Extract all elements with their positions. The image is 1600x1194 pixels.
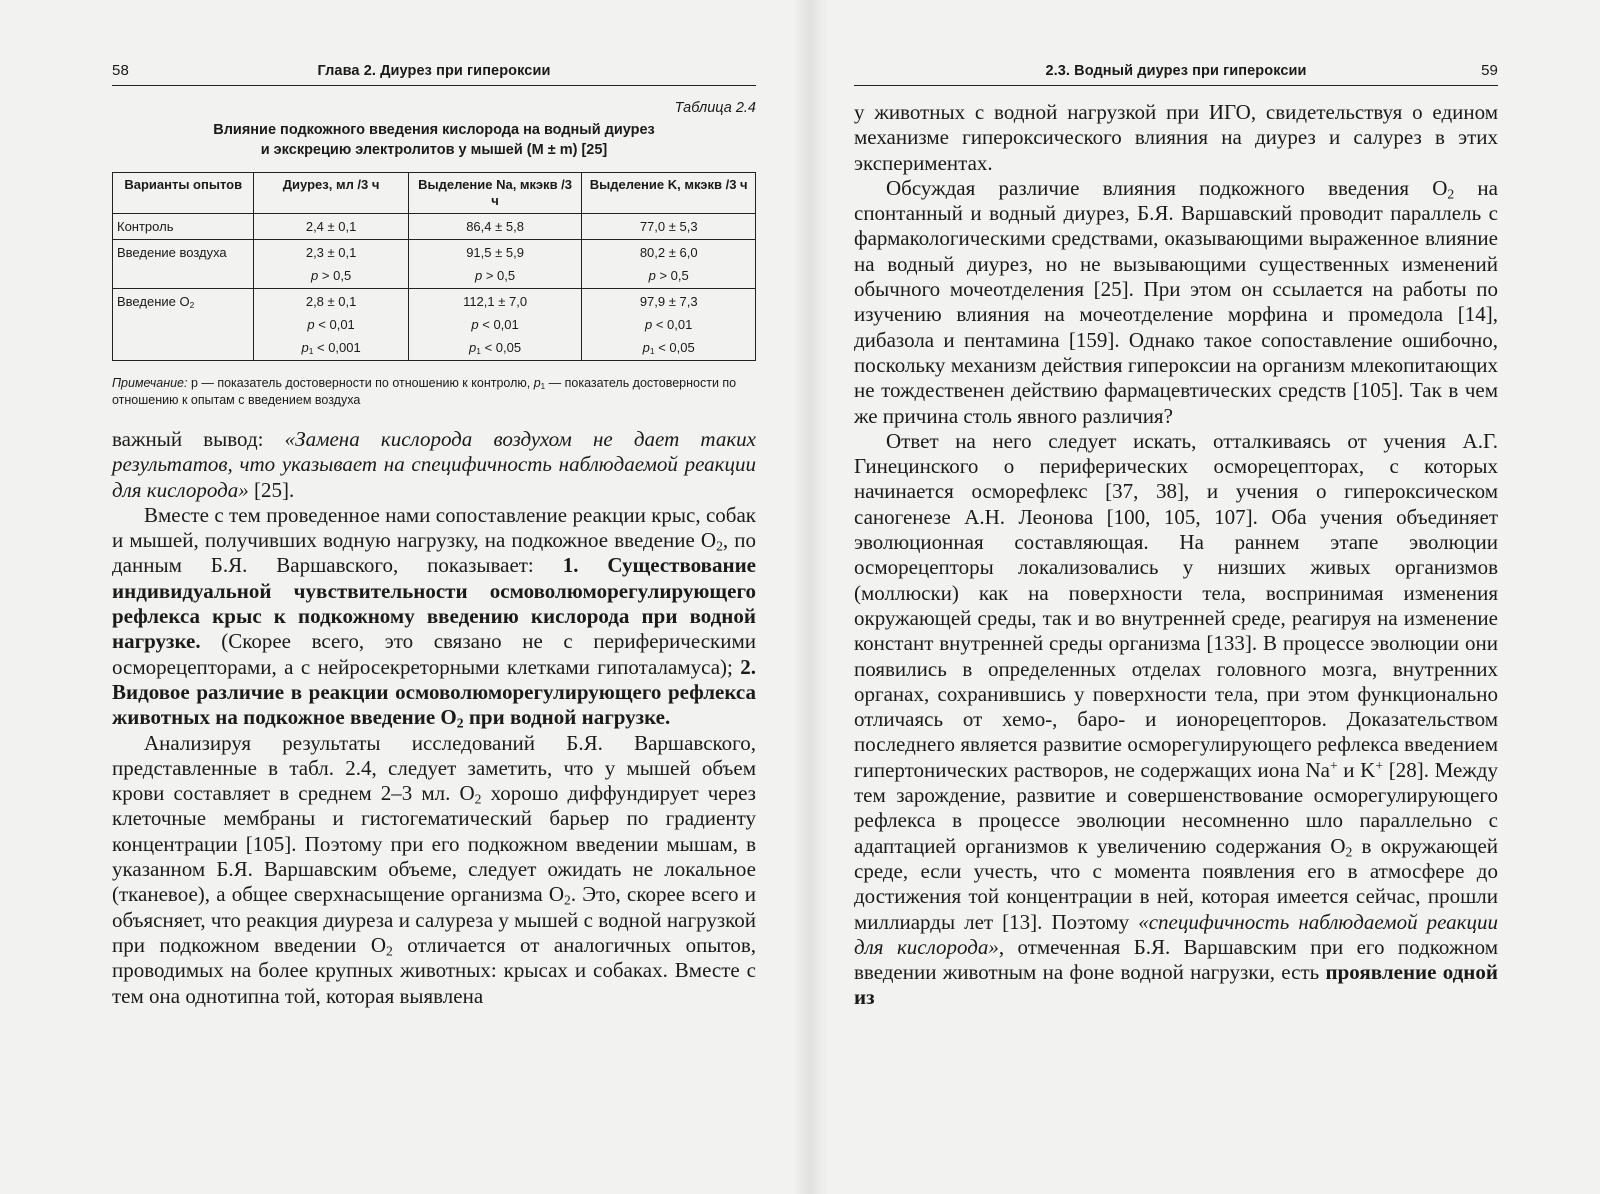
right-body-text xyxy=(854,100,1498,1011)
table-title-line: и экскрецию электролитов у мышей (M ± m) [25] xyxy=(260,142,608,158)
table-cell: 112,1 ± 7,0 p < 0,01 $p_1 < 0,05$ xyxy=(408,289,582,361)
table-row xyxy=(113,240,756,289)
table-cell: 91,5 ± 5,9 p > 0,5 xyxy=(408,240,582,289)
table-header-row xyxy=(113,173,756,214)
left-chapter-title: Глава 2. Диурез при гипероксии xyxy=(317,63,551,79)
table-number: Таблица 2.4 xyxy=(674,100,756,116)
table-cell: 86,4 ± 5,8 xyxy=(408,214,582,240)
left-page xyxy=(112,62,756,1009)
table-cell: 77,0 ± 5,3 xyxy=(582,214,756,240)
right-section-title: 2.3. Водный диурез при гипероксии xyxy=(1045,63,1307,79)
table-note xyxy=(112,375,756,409)
table-caption xyxy=(112,100,756,160)
right-page-number: 59 xyxy=(1481,62,1498,79)
column-header: Диурез, мл /3 ч xyxy=(254,173,408,214)
body-paragraph: у животных с водной нагрузкой при ИГО, свидетельствуя о едином механизме гипероксического влияния на диурез и салурез в этих экспериментах. xyxy=(854,100,1498,175)
book-gutter xyxy=(792,0,828,1194)
body-paragraph: Анализируя результаты исследований Б.Я. Варшавского, представленные в табл. 2.4, следует заметить, что у мышей объем крови составляет в среднем 2–3 мл. $O_2$ хорошо диффундирует через клеточные мембраны и гистогематический барьер по градиенту концентрации [105]. Поэтому при его подкожном введении мышам, в указанном Б.Я. Варшавским объеме, следует ожидать не локальное (тканевое), а общее сверхнасыщение организма $O_2$. Это, скорее всего и объясняет, что реакция диуреза и салуреза у мышей с водной нагрузкой при подкожном введении $O_2$ отличается от аналогичных опытов, проводимых на более крупных животных: крысах и собаках. Вместе с тем она однотипна той, которая выявлена xyxy=(112,730,756,1008)
table-title-line: Влияние подкожного введения кислорода на водный диурез xyxy=(213,122,655,138)
right-page xyxy=(854,62,1498,1011)
body-paragraph: Вместе с тем проведенное нами сопоставление реакции крыс, собак и мышей, получивших водную нагрузку, на подкожное введение $O_2$, по данным Б.Я. Варшавского, показывает: 1. Существование индивидуальной чувствительности осмоволюморегулирующего рефлекса крыс к подкожному введению кислорода при водной нагрузке. (Скорее всего, это связано не с периферическими осморецепторами, а с нейросекреторными клетками гипоталамуса); 2. Видовое различие в реакции осмоволюморегулирующего рефлекса животных на подкожное введение $O_2$ при водной нагрузке. xyxy=(112,502,756,731)
table-cell: 2,3 ± 0,1 p > 0,5 xyxy=(254,240,408,289)
data-table xyxy=(112,172,756,361)
column-header: Варианты опытов xyxy=(113,173,254,214)
table-row xyxy=(113,214,756,240)
left-page-number: 58 xyxy=(112,62,129,79)
table-cell: 2,8 ± 0,1 p < 0,01 $p_1 < 0,001$ xyxy=(254,289,408,361)
body-paragraph: Обсуждая различие влияния подкожного введения $O_2$ на спонтанный и водный диурез, Б.Я. Варшавский проводит параллель с фармакологическими средствами, оказывающими выраженное влияние на водный диурез, но не вызывающими существенных изменений обычного мочеотделения [25]. При этом он ссылается на работы по изучению влияния на мочеотделение морфина и промедола [14], дибазола и пентамина [159]. Однако такое сопоставление ошибочно, поскольку механизм действия гипероксии на организм млекопитающих не тождественен действию фармацевтических средств [105]. Так в чем же причина столь явного различия? xyxy=(854,175,1498,428)
table-cell: 97,9 ± 7,3 p < 0,01 $p_1 < 0,05$ xyxy=(582,289,756,361)
table-row xyxy=(113,289,756,361)
row-label: Контроль xyxy=(113,214,254,240)
row-label: Введение $O_2$ xyxy=(113,289,254,361)
table-cell: 80,2 ± 6,0 p > 0,5 xyxy=(582,240,756,289)
body-paragraph: Ответ на него следует искать, отталкиваясь от учения А.Г. Гинецинского о периферических осморецепторах, с которых начинается осморефлекс [37, 38], и учения о гипероксическом саногенезе А.Н. Леонова [100, 105, 107]. Оба учения объединяет эволюционная составляющая. На раннем этапе эволюции осморецепторы локализовались у низших живых организмов (моллюски) как на поверхности тела, воспринимая изменения окружающей среды, так и во внутренней среде, реагируя на изменение констант внутренней среды организма [133]. В процессе эволюции они появились в определенных отделах головного мозга, внутренних органах, сохранившись у поверхности тела, при этом функционально отличаясь от хемо-, баро- и ионорецепторов. Доказательством последнего является развитие осморегулирующего рефлекса введением гипертонических растворов, не содержащих иона Na+ и K+ [28]. Между тем зарождение, развитие и совершенствование осморегулирующего рефлекса в процессе эволюции несомненно шло параллельно с адаптацией организмов к увеличению содержания $O_2$ в окружающей среде, если учесть, что с момента появления его в атмосфере до достижения той концентрации в ней, которая имеется сейчас, прошли миллиарды лет [13]. Поэтому «специфичность наблюдаемой реакции для кислорода», отмеченная Б.Я. Варшавским при его подкожном введении животным на фоне водной нагрузки, есть проявление одной из xyxy=(854,428,1499,1010)
column-header: Выделение K, мкэкв /3 ч xyxy=(582,173,756,214)
table-title xyxy=(112,120,756,160)
note-text: p — показатель достоверности по отношению к контролю, $p_1$ — показатель достоверности по отношению к опытам с введением воздуха xyxy=(112,376,737,407)
right-running-head xyxy=(854,62,1498,86)
table-cell: 2,4 ± 0,1 xyxy=(254,214,408,240)
column-header: Выделение Na, мкэкв /3 ч xyxy=(408,173,582,214)
left-running-head xyxy=(112,62,756,86)
body-paragraph: важный вывод: «Замена кислорода воздухом не дает таких результатов, что указывает на специфичность наблюдаемой реакции для кислорода» [25]. xyxy=(112,427,757,502)
row-label: Введение воздуха xyxy=(113,240,254,289)
note-label: Примечание: xyxy=(112,376,188,390)
left-body-text xyxy=(112,427,756,1009)
table-body xyxy=(113,214,756,361)
